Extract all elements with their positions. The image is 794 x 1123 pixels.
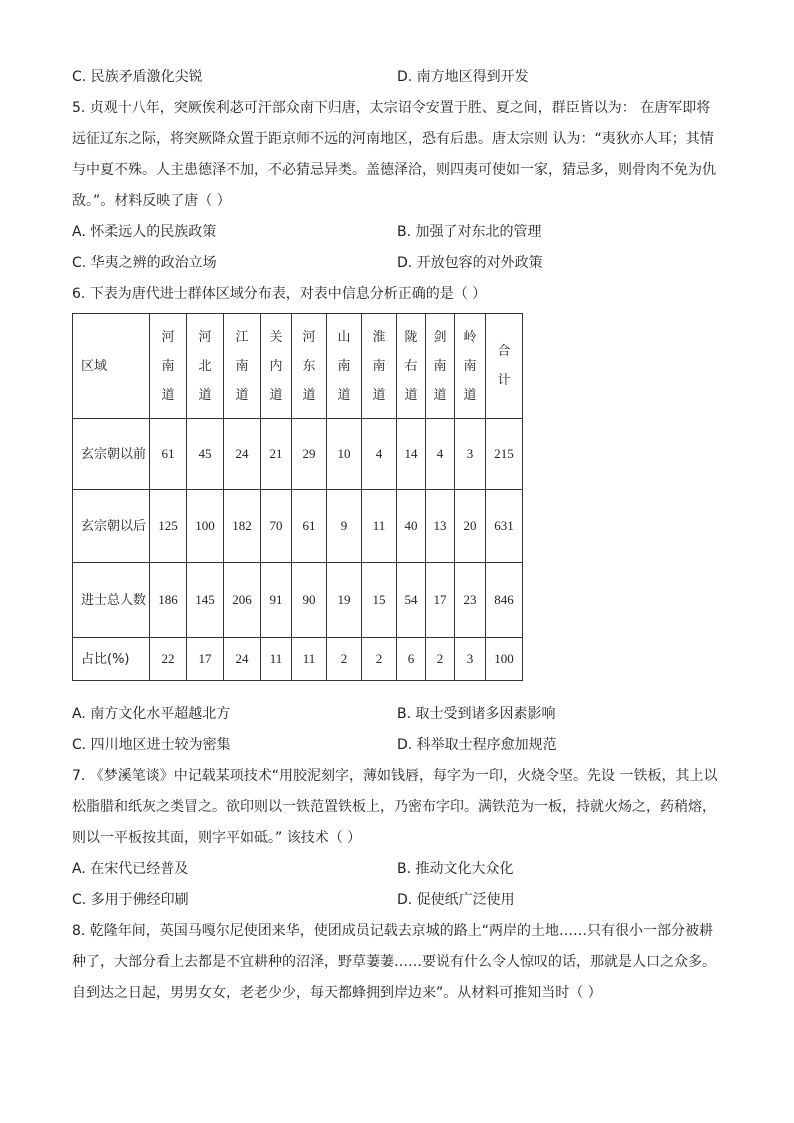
table-cell: 182 xyxy=(224,490,261,563)
q5-options-row-1 xyxy=(72,217,732,248)
exam-page xyxy=(72,62,732,1009)
q6-option-a: A. 南方文化水平超越北方 xyxy=(72,706,231,722)
q7-options-row-1 xyxy=(72,854,732,885)
q8-stem-line: 种了，大部分看上去都是不宜耕种的沼泽，野草萋萋……要说有什么令人惊叹的话，那就是人口之众多。 xyxy=(72,954,716,970)
q6-options-row-2 xyxy=(72,730,732,761)
table-header-cell: 山南道 xyxy=(327,314,362,419)
row-label: 玄宗朝以前 xyxy=(73,419,150,490)
table-cell: 11 xyxy=(292,638,327,681)
table-cell: 100 xyxy=(187,490,224,563)
q8-stem-line: 自到达之日起，男男女女，老老少少，每天都蜂拥到岸边来”。从材料可推知当时（ ） xyxy=(72,985,602,1001)
table-cell: 91 xyxy=(261,563,292,638)
row-label: 进士总人数 xyxy=(73,563,150,638)
q6-option-b: B. 取士受到诸多因素影响 xyxy=(397,706,556,722)
q5-stem-line: 远征辽东之际，将突厥降众置于距京师不远的河南地区，恐有后患。唐太宗则 认为：“夷狄亦人耳；其情 xyxy=(72,131,714,147)
q5-options-row-2 xyxy=(72,248,732,279)
q8-stem-line: 8. 乾隆年间，英国马嘎尔尼使团来华，使团成员记载去京城的路上“两岸的土地……只有很小一部分被耕 xyxy=(72,923,714,939)
table-cell: 54 xyxy=(397,563,426,638)
q7-stem-line: 松脂腊和纸灰之类冒之。欲印则以一铁范置铁板上，乃密布字印。满铁范为一板，持就火炀之，药稍熔， xyxy=(72,799,716,815)
table-cell: 24 xyxy=(224,419,261,490)
q7-option-d: D. 促使纸广泛使用 xyxy=(397,892,515,908)
table-cell: 61 xyxy=(292,490,327,563)
q7-stem-line: 7. 《梦溪笔谈》中记载某项技术“用胶泥刻字，薄如钱唇，每字为一印，火烧令坚。先设 一铁板，其上以 xyxy=(72,768,718,784)
q6-stem: 6. 下表为唐代进士群体区域分布表，对表中信息分析正确的是（ ） xyxy=(72,286,487,302)
table-cell: 61 xyxy=(150,419,187,490)
table-cell: 3 xyxy=(455,419,486,490)
table-cell: 4 xyxy=(362,419,397,490)
table-cell: 206 xyxy=(224,563,261,638)
table-row xyxy=(73,638,523,681)
question-7 xyxy=(72,761,732,916)
row-label: 玄宗朝以后 xyxy=(73,490,150,563)
table-header-cell: 关内道 xyxy=(261,314,292,419)
q7-option-b: B. 推动文化大众化 xyxy=(397,861,514,877)
q7-stem-line: 则以一平板按其面，则字平如砥。” 该技术（ ） xyxy=(72,830,362,846)
row-label: 占比(%) xyxy=(73,638,150,681)
q5-stem-line: 与中夏不殊。人主患德泽不加，不必猜忌异类。盖德泽洽，则四夷可使如一家，猜忌多，则骨肉不免为仇 xyxy=(72,162,716,178)
table-cell: 215 xyxy=(486,419,523,490)
table-cell: 20 xyxy=(455,490,486,563)
table-row xyxy=(73,490,523,563)
table-cell: 19 xyxy=(327,563,362,638)
q5-stem-line: 5. 贞观十八年，突厥俟利苾可汗部众南下归唐，太宗诏令安置于胜、夏之间，群臣皆以为： 在唐军即将 xyxy=(72,100,711,116)
table-cell: 45 xyxy=(187,419,224,490)
table-cell: 631 xyxy=(486,490,523,563)
table-cell: 145 xyxy=(187,563,224,638)
table-header-cell: 河东道 xyxy=(292,314,327,419)
table-cell: 2 xyxy=(362,638,397,681)
table-cell: 2 xyxy=(327,638,362,681)
table-cell: 17 xyxy=(187,638,224,681)
table-cell: 13 xyxy=(426,490,455,563)
question-8 xyxy=(72,916,732,1009)
q4-option-d: D. 南方地区得到开发 xyxy=(397,69,529,85)
table-cell: 21 xyxy=(261,419,292,490)
q4-options xyxy=(72,62,732,93)
table-cell: 186 xyxy=(150,563,187,638)
q5-option-b: B. 加强了对东北的管理 xyxy=(397,224,542,240)
question-6 xyxy=(72,279,732,761)
table-cell: 70 xyxy=(261,490,292,563)
q7-option-a: A. 在宋代已经普及 xyxy=(72,861,189,877)
table-cell: 11 xyxy=(362,490,397,563)
q5-stem-line: 敌。”。材料反映了唐（ ） xyxy=(72,193,231,209)
q6-option-d: D. 科举取士程序愈加规范 xyxy=(397,737,557,753)
table-cell: 4 xyxy=(426,419,455,490)
table-cell: 15 xyxy=(362,563,397,638)
table-cell: 24 xyxy=(224,638,261,681)
q4-option-c: C. 民族矛盾激化尖锐 xyxy=(72,69,203,85)
table-header-cell: 陇右道 xyxy=(397,314,426,419)
table-row xyxy=(73,563,523,638)
table-row xyxy=(73,419,523,490)
q5-option-d: D. 开放包容的对外政策 xyxy=(397,255,543,271)
q7-option-c: C. 多用于佛经印刷 xyxy=(72,892,189,908)
question-5 xyxy=(72,93,732,279)
table-cell: 40 xyxy=(397,490,426,563)
table-cell: 14 xyxy=(397,419,426,490)
table-cell: 17 xyxy=(426,563,455,638)
table-cell: 23 xyxy=(455,563,486,638)
table-header-cell: 河北道 xyxy=(187,314,224,419)
table-cell: 90 xyxy=(292,563,327,638)
q6-option-c: C. 四川地区进士较为密集 xyxy=(72,737,231,753)
table-header-cell: 岭南道 xyxy=(455,314,486,419)
table-cell: 6 xyxy=(397,638,426,681)
table-header-cell: 合计 xyxy=(486,314,523,419)
table-cell: 22 xyxy=(150,638,187,681)
table-header-cell: 江南道 xyxy=(224,314,261,419)
q5-option-a: A. 怀柔远人的民族政策 xyxy=(72,224,217,240)
table-cell: 9 xyxy=(327,490,362,563)
table-cell: 2 xyxy=(426,638,455,681)
table-header-cell: 区域 xyxy=(73,314,150,419)
table-cell: 11 xyxy=(261,638,292,681)
table-cell: 125 xyxy=(150,490,187,563)
jinshi-distribution-table xyxy=(72,313,523,681)
table-cell: 100 xyxy=(486,638,523,681)
table-cell: 10 xyxy=(327,419,362,490)
table-cell: 3 xyxy=(455,638,486,681)
q5-option-c: C. 华夷之辨的政治立场 xyxy=(72,255,217,271)
q6-options-row-1 xyxy=(72,699,732,730)
table-header-row xyxy=(73,314,523,419)
table-header-cell: 河南道 xyxy=(150,314,187,419)
q7-options-row-2 xyxy=(72,885,732,916)
table-cell: 846 xyxy=(486,563,523,638)
table-header-cell: 剑南道 xyxy=(426,314,455,419)
table-header-cell: 淮南道 xyxy=(362,314,397,419)
table-cell: 29 xyxy=(292,419,327,490)
